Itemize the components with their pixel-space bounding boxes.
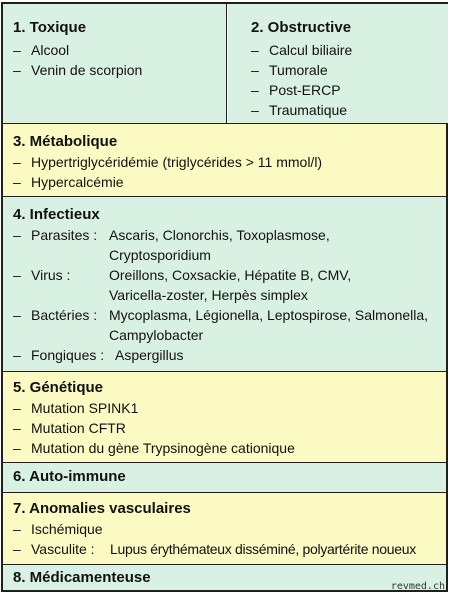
item-text: Alcool — [31, 42, 70, 58]
item-label: Bactéries : — [31, 307, 98, 323]
item-text: Cryptosporidium — [109, 247, 211, 263]
section-title: 5. Génétique — [13, 379, 104, 396]
section-title: 8. Médicamenteuse — [13, 569, 151, 586]
dash: – — [13, 440, 21, 456]
item-text: Oreillons, Coxsackie, Hépatite B, CMV, — [109, 267, 352, 283]
dash: – — [13, 400, 21, 416]
section-title: 7. Anomalies vasculaires — [13, 500, 191, 517]
item-text: Mycoplasma, Légionella, Leptospirose, Salmonella, — [109, 307, 429, 323]
section-obstructive — [228, 4, 448, 123]
dash: – — [13, 420, 21, 436]
dash: – — [251, 42, 259, 58]
item-label: Vasculite : — [31, 541, 95, 557]
dash: – — [251, 62, 259, 78]
section-metabolique — [3, 123, 446, 196]
item-text: Hypertriglycéridémie (triglycérides > 11 mmol/l) — [31, 154, 323, 170]
item-text: Lupus érythémateux disséminé, polyartérite noueux — [110, 541, 416, 557]
etiology-table — [1, 2, 448, 592]
item-text: Mutation SPINK1 — [31, 400, 139, 416]
section-anomalies-vasculaires — [3, 492, 446, 564]
item-text: Mutation du gène Trypsinogène cationique — [31, 440, 295, 456]
section-medicamenteuse — [3, 564, 446, 590]
section-auto-immune — [3, 462, 446, 492]
item-text: Ischémique — [31, 521, 103, 537]
dash: – — [13, 347, 21, 363]
dash: – — [13, 62, 21, 78]
item-text: Campylobacter — [109, 327, 204, 343]
section-title: 1. Toxique — [13, 19, 87, 36]
section-toxique — [3, 4, 227, 123]
section-title: 4. Infectieux — [13, 206, 100, 223]
section-title: 2. Obstructive — [251, 19, 352, 36]
source-watermark: revmed.ch — [390, 581, 445, 592]
item-text: Ascaris, Clonorchis, Toxoplasmose, — [109, 227, 330, 243]
section-title: 6. Auto-immune — [13, 468, 126, 485]
dash: – — [251, 102, 259, 118]
section-infectieux — [3, 196, 446, 371]
item-label: Parasites : — [31, 227, 98, 243]
item-text: Varicella-zoster, Herpès simplex — [109, 287, 308, 303]
dash: – — [13, 521, 21, 537]
dash: – — [13, 174, 21, 190]
item-text: Venin de scorpion — [31, 62, 143, 78]
section-genetique — [3, 371, 446, 462]
item-label: Virus : — [31, 267, 71, 283]
dash: – — [13, 541, 21, 557]
item-text: Mutation CFTR — [31, 420, 126, 436]
dash: – — [13, 154, 21, 170]
item-text: Post-ERCP — [269, 82, 341, 98]
item-text: Tumorale — [269, 62, 328, 78]
dash: – — [13, 227, 21, 243]
item-label: Fongiques : — [31, 347, 105, 363]
dash: – — [13, 267, 21, 283]
item-text: Hypercalcémie — [31, 174, 124, 190]
section-title: 3. Métabolique — [13, 133, 118, 150]
item-text: Aspergillus — [115, 347, 184, 363]
dash: – — [13, 307, 21, 323]
item-text: Traumatique — [269, 102, 348, 118]
dash: – — [251, 82, 259, 98]
dash: – — [13, 42, 21, 58]
item-text: Calcul biliaire — [269, 42, 353, 58]
